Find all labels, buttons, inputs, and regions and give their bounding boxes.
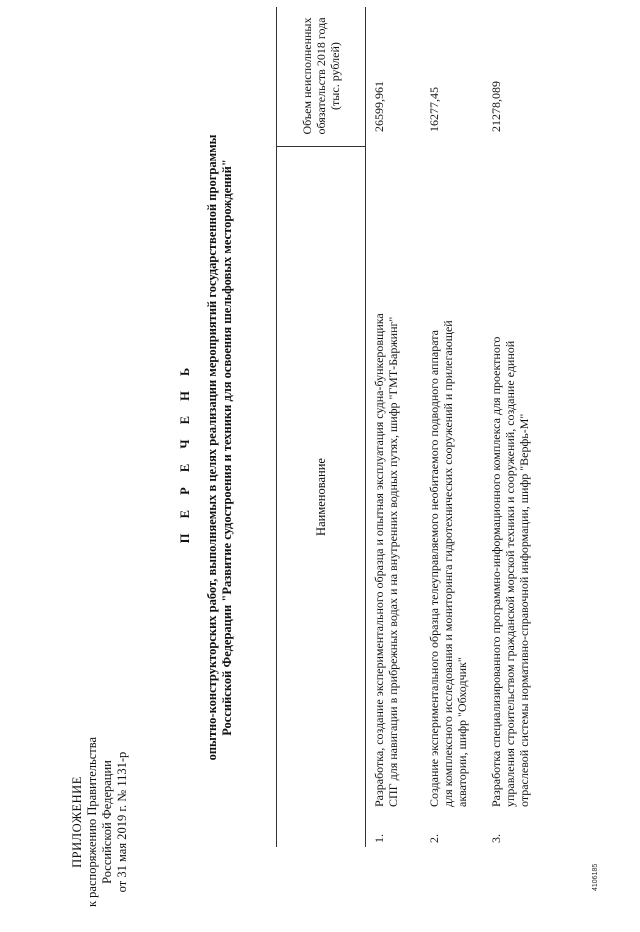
- works-table: [276, 7, 549, 847]
- appendix-line: Российской Федерации: [100, 760, 114, 884]
- header-volume-line: Объем неисполненных: [300, 17, 314, 135]
- document-title: П Е Р Е Ч Е Н Ь: [178, 361, 192, 544]
- row-number: 3.: [489, 834, 503, 843]
- header-volume-line: обязательств 2018 года: [314, 17, 328, 135]
- row-description: [372, 197, 400, 807]
- appendix-line: к распоряжению Правительства: [85, 737, 99, 908]
- row-description: [427, 197, 469, 807]
- row-text-line: Создание экспериментального образца телеуправляемого необитаемого подводного аппарата: [427, 330, 441, 807]
- table-row: [427, 7, 489, 847]
- row-text-line: Разработка, создание экспериментального образца и опытная эксплуатация судна-бункеровщика: [372, 313, 386, 807]
- row-text-line: акватории, шифр "Обходчик": [455, 657, 469, 807]
- row-text-line: управления строительством гражданской морской техники и сооружений, создание единой: [503, 340, 517, 807]
- header-name: Наименование: [313, 458, 328, 536]
- row-text-line: для комплексного исследования и мониторинга гидротехнических сооружений и прилегающей: [441, 320, 455, 807]
- row-text-line: отраслевой системы нормативно-справочной информации, шифр "Верфь-М": [517, 413, 531, 807]
- header-volume-line: (тыс. рублей): [328, 42, 342, 110]
- appendix-title: ПРИЛОЖЕНИЕ: [70, 776, 84, 868]
- table-row: [489, 7, 549, 847]
- header-volume: [277, 6, 365, 147]
- row-number: 2.: [427, 834, 441, 843]
- document-subtitle: [205, 30, 235, 865]
- subtitle-line: опытно-конструкторских работ, выполняемых в целях реализации мероприятий государственной программы: [205, 134, 219, 761]
- row-value: 16277,45: [427, 87, 441, 132]
- row-value: 21278,089: [489, 81, 503, 132]
- row-text-line: Разработка специализированного программно-информационного комплекса для проектного: [489, 336, 503, 807]
- row-number: 1.: [372, 834, 386, 843]
- table-header: [276, 7, 366, 847]
- appendix-date: от 31 мая 2019 г. № 1131-р: [115, 751, 129, 893]
- document-code: 4106185: [592, 863, 599, 891]
- row-value: 26599,961: [372, 81, 386, 132]
- subtitle-line: Российской Федерации "Развитие судостроения и техники для освоения шельфовых месторождений": [220, 159, 234, 736]
- appendix-block: [70, 712, 130, 932]
- row-description: [489, 197, 531, 807]
- table-row: [372, 7, 427, 847]
- row-text-line: СПГ для навигации в прибрежных водах и на внутренних водных путях, шифр "ГМТ-Баржинг": [386, 316, 400, 807]
